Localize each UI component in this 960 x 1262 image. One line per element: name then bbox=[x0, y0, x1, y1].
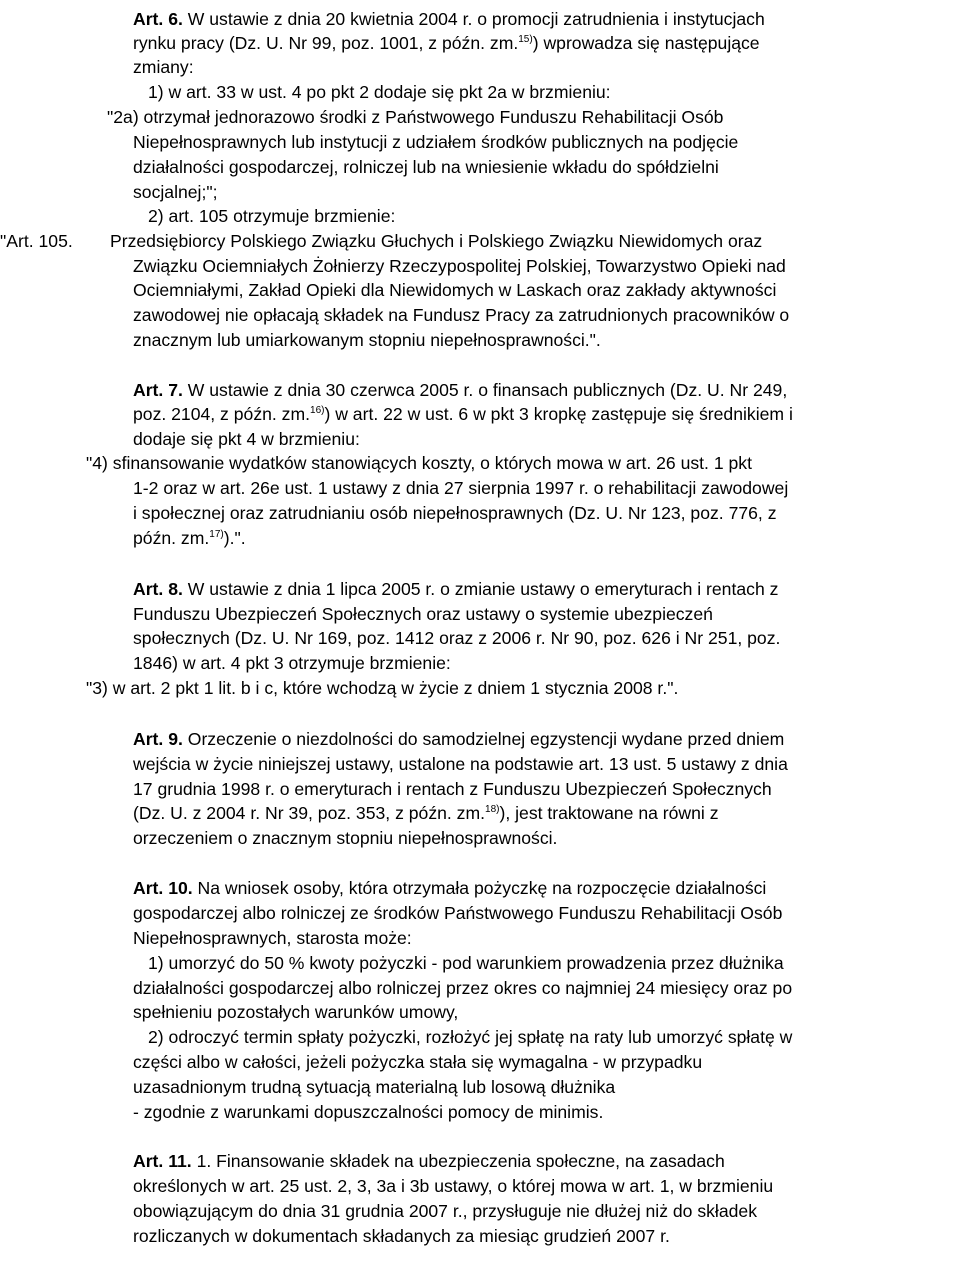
line-text: uzasadnionym trudną sytuacją materialną lub losową dłużnika bbox=[133, 1077, 616, 1097]
article-number: Art. 11. bbox=[133, 1151, 192, 1171]
article-number: Art. 9. bbox=[133, 729, 183, 749]
line-text: zmiany: bbox=[133, 57, 194, 77]
text-line bbox=[110, 230, 762, 252]
line-text: dodaje się pkt 4 w brzmieniu: bbox=[133, 429, 360, 449]
text-line bbox=[133, 627, 780, 649]
line-text: i społecznej oraz zatrudnianiu osób niepełnosprawnych (Dz. U. Nr 123, poz. 776, z bbox=[133, 503, 777, 523]
article-heading-line bbox=[133, 1150, 725, 1172]
text-line bbox=[133, 902, 782, 924]
line-text: "4) sfinansowanie wydatków stanowiących koszty, o których mowa w art. 26 ust. 1 pkt bbox=[86, 453, 752, 473]
line-text: obowiązującym do dnia 31 grudnia 2007 r., przysługuje nie dłużej niż do składek bbox=[133, 1201, 757, 1221]
article-heading-line bbox=[133, 877, 766, 899]
line-text: 2) art. 105 otrzymuje brzmienie: bbox=[148, 206, 396, 226]
line-text: 1-2 oraz w art. 26e ust. 1 ustawy z dnia 27 sierpnia 1997 r. o rehabilitacji zawodowej bbox=[133, 478, 789, 498]
text-line bbox=[133, 279, 776, 301]
line-text: Związku Ociemniałych Żołnierzy Rzeczypospolitej Polskiej, Towarzystwo Opieki nad bbox=[133, 256, 786, 276]
line-text: W ustawie z dnia 30 czerwca 2005 r. o finansach publicznych (Dz. U. Nr 249, bbox=[182, 380, 788, 400]
article-number: Art. 10. bbox=[133, 878, 193, 898]
line-text: zawodowej nie opłacają składek na Fundusz Pracy za zatrudnionych pracowników o bbox=[133, 305, 790, 325]
text-line bbox=[133, 255, 786, 277]
text-line bbox=[133, 1225, 670, 1247]
footnote-reference: 17) bbox=[209, 529, 224, 540]
line-text-continued: ) wprowadza się następujące bbox=[532, 33, 760, 53]
text-line bbox=[148, 205, 395, 227]
article-number: Art. 8. bbox=[133, 579, 183, 599]
text-line bbox=[148, 952, 784, 974]
line-text: części albo w całości, jeżeli pożyczka stała się wymagalna - w przypadku bbox=[133, 1052, 703, 1072]
line-text: socjalnej;"; bbox=[133, 182, 218, 202]
text-line bbox=[133, 477, 788, 499]
text-line bbox=[133, 181, 217, 203]
line-text: Przedsiębiorcy Polskiego Związku Głuchych i Polskiego Związku Niewidomych oraz bbox=[110, 231, 763, 251]
line-text: Niepełnosprawnych, starosta może: bbox=[133, 928, 412, 948]
line-text: Ociemniałymi, Zakład Opieki dla Niewidomych w Laskach oraz zakłady aktywności bbox=[133, 280, 777, 300]
line-text: wejścia w życie niniejszej ustawy, ustalone na podstawie art. 13 ust. 5 ustawy z dnia bbox=[133, 754, 788, 774]
text-line bbox=[133, 32, 760, 54]
line-text-continued: ), jest traktowane na równi z bbox=[499, 803, 719, 823]
line-text: poz. 2104, z późn. zm. bbox=[133, 404, 311, 424]
text-line bbox=[133, 502, 777, 524]
text-line bbox=[133, 977, 792, 999]
line-text: znacznym lub umiarkowanym stopniu niepełnosprawności.". bbox=[133, 330, 601, 350]
text-line bbox=[133, 753, 788, 775]
footnote-reference: 16) bbox=[310, 405, 325, 416]
text-line bbox=[133, 1076, 615, 1098]
text-line bbox=[133, 778, 772, 800]
line-text: W ustawie z dnia 1 lipca 2005 r. o zmianie ustawy o emeryturach i rentach z bbox=[182, 579, 779, 599]
text-line bbox=[133, 527, 246, 549]
text-line bbox=[133, 1101, 603, 1123]
line-text: - zgodnie z warunkami dopuszczalności pomocy de minimis. bbox=[133, 1102, 604, 1122]
text-line bbox=[133, 1001, 458, 1023]
line-text: 1) umorzyć do 50 % kwoty pożyczki - pod warunkiem prowadzenia przez dłużnika bbox=[148, 953, 784, 973]
text-line bbox=[86, 452, 752, 474]
text-line bbox=[133, 56, 194, 78]
text-line bbox=[86, 677, 678, 699]
line-text: "3) w art. 2 pkt 1 lit. b i c, które wchodzą w życie z dniem 1 stycznia 2008 r.". bbox=[86, 678, 679, 698]
text-line bbox=[148, 1026, 792, 1048]
article-number: Art. 6. bbox=[133, 9, 183, 29]
article-heading-line bbox=[133, 8, 765, 30]
line-text: Na wniosek osoby, która otrzymała pożyczkę na rozpoczęcie działalności bbox=[192, 878, 767, 898]
line-text: rynku pracy (Dz. U. Nr 99, poz. 1001, z późn. zm. bbox=[133, 33, 519, 53]
text-line bbox=[133, 802, 719, 824]
text-line bbox=[133, 1175, 773, 1197]
article-heading-line bbox=[133, 728, 784, 750]
line-text: działalności gospodarczej albo rolniczej przez okres co najmniej 24 miesięcy oraz po bbox=[133, 978, 793, 998]
line-text: orzeczeniem o znacznym stopniu niepełnosprawności. bbox=[133, 828, 558, 848]
line-text: "Art. 105. bbox=[0, 231, 73, 251]
text-line bbox=[133, 1051, 702, 1073]
line-text: określonych w art. 25 ust. 2, 3, 3a i 3b ustawy, o której mowa w art. 1, w brzmieniu bbox=[133, 1176, 774, 1196]
line-text: spełnieniu pozostałych warunków umowy, bbox=[133, 1002, 459, 1022]
line-text-continued: ).". bbox=[223, 528, 246, 548]
line-text: Funduszu Ubezpieczeń Społecznych oraz ustawy o systemie ubezpieczeń bbox=[133, 604, 713, 624]
line-text: późn. zm. bbox=[133, 528, 210, 548]
line-text-continued: ) w art. 22 w ust. 6 w pkt 3 kropkę zastępuje się średnikiem i bbox=[324, 404, 793, 424]
text-line bbox=[133, 652, 451, 674]
line-text: działalności gospodarczej, rolniczej lub na wniesienie wkładu do spółdzielni bbox=[133, 157, 719, 177]
line-text: 2) odroczyć termin spłaty pożyczki, rozłożyć jej spłatę na raty lub umorzyć spłatę w bbox=[148, 1027, 793, 1047]
line-text: 1. Finansowanie składek na ubezpieczenia społeczne, na zasadach bbox=[191, 1151, 725, 1171]
line-text: 1) w art. 33 w ust. 4 po pkt 2 dodaje się pkt 2a w brzmieniu: bbox=[148, 82, 611, 102]
text-line bbox=[133, 1200, 757, 1222]
text-line bbox=[0, 230, 73, 252]
line-text: gospodarczej albo rolniczej ze środków Państwowego Funduszu Rehabilitacji Osób bbox=[133, 903, 783, 923]
line-text: rozliczanych w dokumentach składanych za miesiąc grudzień 2007 r. bbox=[133, 1226, 670, 1246]
footnote-reference: 15) bbox=[518, 34, 533, 45]
article-heading-line bbox=[133, 379, 787, 401]
article-heading-line bbox=[133, 578, 778, 600]
text-line bbox=[133, 156, 719, 178]
text-line bbox=[133, 927, 412, 949]
text-line bbox=[107, 106, 723, 128]
line-text: "2a) otrzymał jednorazowo środki z Państwowego Funduszu Rehabilitacji Osób bbox=[107, 107, 724, 127]
line-text: Niepełnosprawnych lub instytucji z udziałem środków publicznych na podjęcie bbox=[133, 132, 739, 152]
line-text: społecznych (Dz. U. Nr 169, poz. 1412 oraz z 2006 r. Nr 90, poz. 626 i Nr 251, poz. bbox=[133, 628, 781, 648]
line-text: (Dz. U. z 2004 r. Nr 39, poz. 353, z późn. zm. bbox=[133, 803, 486, 823]
line-text: Orzeczenie o niezdolności do samodzielnej egzystencji wydane przed dniem bbox=[182, 729, 785, 749]
text-line bbox=[148, 81, 611, 103]
text-line bbox=[133, 403, 793, 425]
text-line bbox=[133, 131, 738, 153]
text-line bbox=[133, 329, 601, 351]
footnote-reference: 18) bbox=[485, 804, 500, 815]
line-text: 17 grudnia 1998 r. o emeryturach i rentach z Funduszu Ubezpieczeń Społecznych bbox=[133, 779, 772, 799]
text-line bbox=[133, 428, 360, 450]
text-line bbox=[133, 827, 557, 849]
article-number: Art. 7. bbox=[133, 380, 183, 400]
line-text: W ustawie z dnia 20 kwietnia 2004 r. o promocji zatrudnienia i instytucjach bbox=[182, 9, 765, 29]
line-text: 1846) w art. 4 pkt 3 otrzymuje brzmienie: bbox=[133, 653, 451, 673]
text-line bbox=[133, 304, 789, 326]
text-line bbox=[133, 603, 713, 625]
